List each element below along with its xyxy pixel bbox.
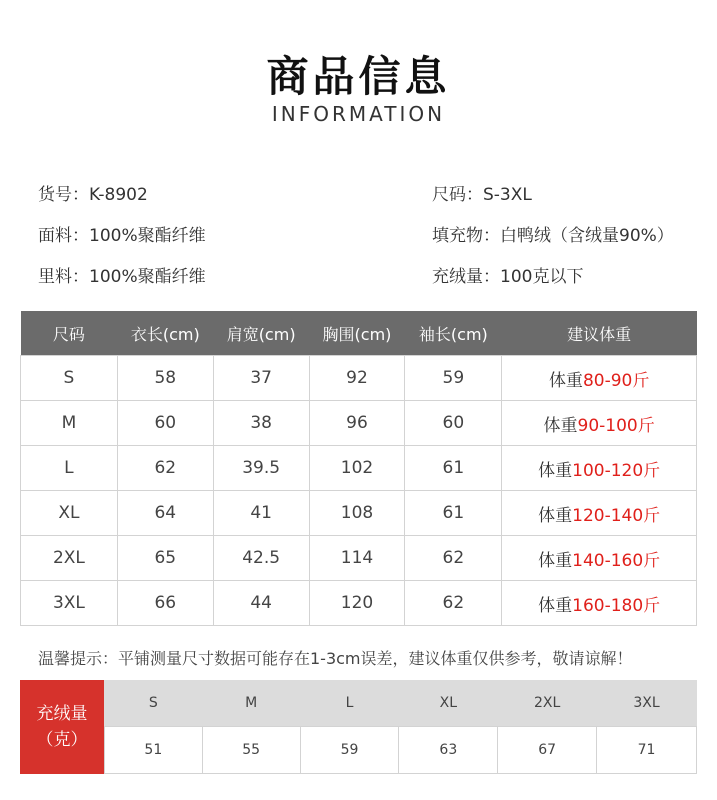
cell-weight xyxy=(502,401,697,446)
size-range: 尺码：S-3XL xyxy=(432,185,532,205)
size-table-header-row xyxy=(21,311,697,356)
weight-prefix: 体重 xyxy=(538,550,573,571)
cell-shoulder: 42.5 xyxy=(213,536,309,581)
cell-weight xyxy=(502,536,697,581)
weight-range: 140-160斤 xyxy=(572,550,661,571)
down-size-l: L xyxy=(300,680,399,727)
weight-prefix: 体重 xyxy=(538,505,573,526)
cell-chest: 114 xyxy=(309,536,405,581)
cell-weight xyxy=(502,446,697,491)
header-weight: 建议体重 xyxy=(502,311,697,356)
cell-weight xyxy=(502,491,697,536)
cell-chest: 120 xyxy=(309,581,405,626)
cell-weight xyxy=(502,581,697,626)
cell-shoulder: 38 xyxy=(213,401,309,446)
down-size-2xl: 2XL xyxy=(498,680,597,727)
down-amount-label xyxy=(20,680,104,774)
cell-sleeve: 61 xyxy=(405,491,502,536)
cell-shoulder: 39.5 xyxy=(213,446,309,491)
cell-chest: 96 xyxy=(309,401,405,446)
weight-range: 80-90斤 xyxy=(582,370,650,391)
table-row xyxy=(21,491,697,536)
cell-length: 62 xyxy=(117,446,213,491)
down-amount-table xyxy=(20,680,697,774)
cell-size: M xyxy=(21,401,118,446)
weight-range: 90-100斤 xyxy=(577,415,655,436)
table-row xyxy=(21,581,697,626)
item-number: 货号：K-8902 xyxy=(38,185,148,205)
cell-length: 58 xyxy=(117,356,213,401)
weight-range: 120-140斤 xyxy=(572,505,661,526)
cell-size: L xyxy=(21,446,118,491)
cell-length: 64 xyxy=(117,491,213,536)
down-amount-info: 充绒量：100克以下 xyxy=(432,267,584,287)
cell-sleeve: 60 xyxy=(405,401,502,446)
lining-info: 里料：100%聚酯纤维 xyxy=(38,267,206,287)
cell-length: 60 xyxy=(117,401,213,446)
cell-shoulder: 41 xyxy=(213,491,309,536)
page-subtitle: INFORMATION xyxy=(271,102,446,126)
cell-length: 65 xyxy=(117,536,213,581)
table-row xyxy=(21,536,697,581)
down-size-s: S xyxy=(104,680,202,727)
weight-prefix: 体重 xyxy=(543,415,578,436)
cell-shoulder: 37 xyxy=(213,356,309,401)
down-table-value-row xyxy=(20,727,697,774)
down-size-xl: XL xyxy=(399,680,498,727)
cell-weight xyxy=(502,356,697,401)
weight-prefix: 体重 xyxy=(538,595,573,616)
cell-sleeve: 59 xyxy=(405,356,502,401)
down-label-line2: （克） xyxy=(36,729,88,750)
header-chest: 胸围(cm) xyxy=(309,311,405,356)
measurement-tip: 温馨提示：平铺测量尺寸数据可能存在1-3cm误差，建议体重仅供参考，敬请谅解！ xyxy=(38,649,633,668)
weight-prefix: 体重 xyxy=(538,460,573,481)
header-sleeve: 袖长(cm) xyxy=(405,311,502,356)
cell-chest: 92 xyxy=(309,356,405,401)
cell-size: XL xyxy=(21,491,118,536)
weight-prefix: 体重 xyxy=(548,370,583,391)
cell-size: S xyxy=(21,356,118,401)
down-table-header-row xyxy=(20,680,697,727)
table-row xyxy=(21,401,697,446)
down-value-m: 55 xyxy=(202,727,300,774)
down-label-line1: 充绒量 xyxy=(36,703,88,724)
header-length: 衣长(cm) xyxy=(117,311,213,356)
header-size: 尺码 xyxy=(21,311,118,356)
down-size-3xl: 3XL xyxy=(597,680,697,727)
down-value-l: 59 xyxy=(300,727,399,774)
size-table xyxy=(20,311,697,626)
fabric-info: 面料：100%聚酯纤维 xyxy=(38,226,206,246)
down-value-3xl: 71 xyxy=(597,727,697,774)
down-value-xl: 63 xyxy=(399,727,498,774)
cell-shoulder: 44 xyxy=(213,581,309,626)
table-row xyxy=(21,446,697,491)
down-value-s: 51 xyxy=(104,727,202,774)
cell-sleeve: 62 xyxy=(405,581,502,626)
weight-range: 160-180斤 xyxy=(572,595,661,616)
table-row xyxy=(21,356,697,401)
weight-range: 100-120斤 xyxy=(572,460,661,481)
cell-chest: 102 xyxy=(309,446,405,491)
cell-size: 2XL xyxy=(21,536,118,581)
header-shoulder: 肩宽(cm) xyxy=(213,311,309,356)
filling-info: 填充物：白鸭绒（含绒量90%） xyxy=(432,226,674,246)
cell-sleeve: 62 xyxy=(405,536,502,581)
cell-sleeve: 61 xyxy=(405,446,502,491)
cell-chest: 108 xyxy=(309,491,405,536)
down-value-2xl: 67 xyxy=(498,727,597,774)
cell-size: 3XL xyxy=(21,581,118,626)
page-title: 商品信息 xyxy=(266,52,451,101)
cell-length: 66 xyxy=(117,581,213,626)
down-size-m: M xyxy=(202,680,300,727)
